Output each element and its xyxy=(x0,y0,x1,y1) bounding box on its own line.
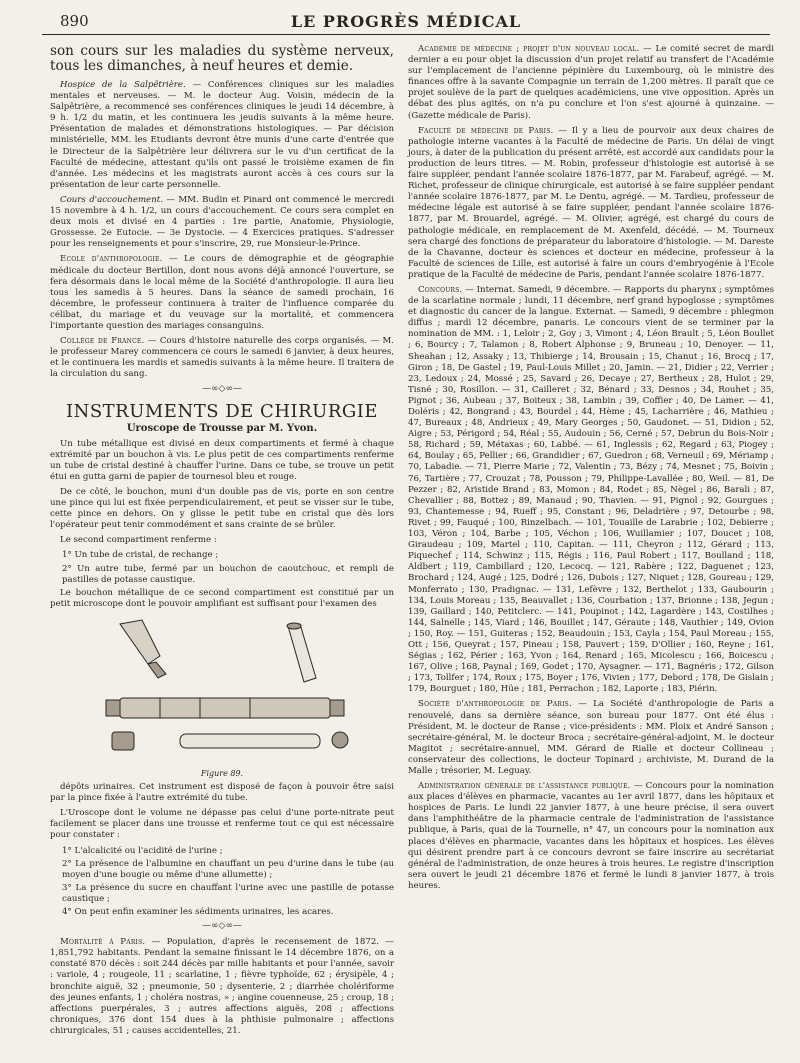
uroscope-paragraph-1: Un tube métallique est divisé en deux compartiments et fermé à chaque extrémité par un bouchon à vis. Le plus petit de ces compartiments renferme un tube de cristal destiné à chauffer l'urine. Dans ce tube, se trouve un petit étui en gutta garni de papier de tournesol bleu et rouge. xyxy=(50,438,394,482)
ornament-divider: —∞◇∞— xyxy=(202,384,242,395)
left-column xyxy=(50,44,394,1041)
uroscope-paragraph-3: Le bouchon métallique de ce second compartiment est constitué par un petit microscope dont le pouvoir amplifiant est suffisant pour l'examen des xyxy=(50,587,394,609)
list-item: 2° Un autre tube, fermé par un bouchon de caoutchouc, et rempli de pastilles de potasse caustique. xyxy=(62,563,394,585)
second-compartment-line: Le second compartiment renferme : xyxy=(60,535,217,546)
paragraph-salpetriere xyxy=(50,80,394,191)
anthropologie-text: — Le cours de démographie et de géographie médicale du docteur Bertillon, dont nous avons déjà annoncé l'ouverture, se fera désormais dans le local même de la Société d'anthropologie. Il aura lieu tous les samedis à 5 heures. Dans la séance de samedi prochain, 16 décembre, le professeur continuera à traiter de l'influence comparée du célibat, du mariage et du veuvage sur la mortalité, et commencera l'importante question des mariages consanguins. xyxy=(50,254,395,331)
paragraph-academie xyxy=(408,44,774,122)
faculte-title: Faculté de médecine de Paris. xyxy=(418,125,554,136)
faculte-text: — Il y a lieu de pourvoir aux deux chaires de pathologie interne vacantes à la Faculté de médecine de Paris. Un délai de vingt jours, à dater de la publication du présent arrêté, est accordé aux candidats pour la production de leurs titres. — M. Robin, professeur d'histologie est autorisé à se faire suppléer, pendant l'année scolaire 1876-1877, par M. Farabeuf, agrégé. — M. Richet, professeur de clinique chirurgicale, est autorisé à se faire suppléer pendant l'année scolaire 1876-1877, par M. Le Dentu, agrégé. — M. Tardieu, professeur de médecine légale est autorisé à se faire suppléer, pendant l'année scolaire 1876-1877, par M. Brouardel, agrégé. — M. Olivier, agrégé, est chargé du cours de pathologie médicale, en remplacement de M. Axenfeld, décédé. — M. Tourneux sera chargé des fonctions de préparateur du laboratoire d'histologie. — M. Dareste de la Chavanne, docteur ès sciences et docteur en médecine, professeur à la Faculté de sciences de Lille, est autorisé à faire un cours d'embryogénie à l'Ecole pratique de la Faculté de médecine de Paris, pendant l'année scolaire 1876-1877. xyxy=(408,125,775,280)
societe-text: — La Société d'anthropologie de Paris a renouvelé, dans sa dernière séance, son bureau pour 1877. Ont été élus : Président, M. le docteur de Ranse ; vice-présidents : MM. Ploix et André Sanson ; secrétaire-général, M. le docteur Broca ; secrétaire-général-adjoint, M. le docteur Magitot ; secrétaire-annuel, MM. Gérard de Rialle et docteur Collineau ; conservateur des collections, le docteur Topinard ; archiviste, M. Durand de la Malle ; trésorier, M. Leguay. xyxy=(408,699,774,776)
accouchement-text: — MM. Budin et Pinard ont commencé le mercredi 15 novembre à 4 h. 1/2, un cours d'accouchement. Ce cours sera complet en deux mois et divisé en 4 parties : 1re partie, Anatomie, Physiologie, Grossesse. 2e Eutocie. — 3e Dystocie. — 4 Exercices pratiques. S'adresser pour les renseignements et pour s'inscrire, 29, rue Monsieur-le-Prince. xyxy=(50,194,394,250)
salpetriere-title: Hospice de la Salpêtrière. xyxy=(60,80,186,90)
societe-title: Société d'anthropologie de Paris. xyxy=(418,699,572,710)
uroscope-paragraph-4: dépôts urinaires. Cet instrument est disposé de façon à pouvoir être saisi par la pince fixée à l'autre extrémité du tube. xyxy=(50,782,394,804)
list-item: 1° L'alcalicité ou l'acidité de l'urine ; xyxy=(62,845,223,856)
college-text: — Cours d'histoire naturelle des corps organisés. — M. le professeur Marey commencera ce cours le samedi 6 janvier, à deux heures, et le continuera les mardis et samedis suivants à la même heure. Il traitera de la circulation du sang. xyxy=(50,336,394,380)
paragraph-college xyxy=(50,336,394,380)
paragraph-accouchement xyxy=(50,195,394,250)
paragraph-anthropologie xyxy=(50,254,394,332)
intro-line: son cours sur les maladies du système nerveux, tous les dimanches, à neuf heures et demie. xyxy=(50,43,394,74)
paragraph-concours xyxy=(408,285,774,695)
list-item: 1° Un tube de cristal, de rechange ; xyxy=(62,550,219,561)
section-subheading: Uroscope de Trousse par M. Yvon. xyxy=(126,422,318,434)
academie-title: Académie de médecine ; projet d'un nouveau local. xyxy=(418,44,640,54)
concours-text: — Internat. Samedi, 9 décembre. — Rapports du pharynx ; symptômes de la scarlatine normale ; lundi, 11 décembre, nerf grand hypoglosse ; symptômes et diagnostic du cancer de la langue. Externat. — Samedi, 9 décembre : phlegmon diffus ; mardi 12 décembre, panaris. Le concours vient de se terminer par la nomination de MM. : 1, Leloir ; 2, Goy ; 3, Vimont ; 4, Léon Brault ; 5, Léon Boullet ; 6, Bourcy ; 7, Talamon ; 8, Robert Alphonse ; 9, Bruneau ; 10, Denoyer. — 11, Sheahan ; 12, Assaky ; 13, Thibierge ; 14, Brousain ; 15, Chanut ; 16, Brocq ; 17, Giron ; 18, De Gastel ; 19, Paul-Louis Millet ; 20, Jamin. — 21, Didier ; 22, Verrier ; 23, Ledoux ; 24, Mossé ; 25, Savard ; 26, Decaye ; 27, Bertheux ; 28, Hulot ; 29, Tisné ; 30, Rosillon. — 31, Cailleret ; 32, Bénard ; 33, Desnos ; 34, Rouhet ; 35, Pignot ; 36, Aubeau ; 37, Boiteux ; 38, Lambin ; 39, Coffier ; 40, De Lamer. — 41, Doléris ; 42, Bongrand ; 43, Bourdel ; 44, Hème ; 45, Lacharrière ; 46, Mathieu ; 47, Bureaux ; 48, Andrieux ; 49, Mary Georges ; 50, Gaudonet. — 51, Didion ; 52, Aigre ; 53, Périgord ; 54, Réal ; 55, Audouin ; 56, Cerné ; 57, Debrun du Bois-Noir ; 58, Richard ; 59, Métaxas ; 60, Labbé. — 61, Inglessis ; 62, Regard ; 63, Piogey ; 64, Boulay ; 65, Pellier ; 66, Grandidier ; 67, Guedron ; 68, Verneuil ; 69, Mériamp ; 70, Labadie. — 71, Pierre Marie ; 72, Valentin ; 73, Bézy ; 74, Mesnet ; 75, Boivin ; 76, Tartière ; 77, Crouzat ; 78, Pousson ; 79, Philippe-Lavallée ; 80, Weil. — 81, De Pezzer ; 82, Aristide Brand ; 83, Momon ; 84, Rodet ; 85, Nègel ; 86, Barali ; 87, Chevallier ; 88, Bottez ; 89, Manaud ; 90, Thavien. — 91, Pignol ; 92, Gourgues ; 93, Chantemesse ; 94, Rueff ; 95, Constant ; 96, Deladrière ; 97, Detourbe ; 98, Rivet ; 99, Fauqué ; 100, Rinzelbach. — 101, Touaille de Larabrie ; 102, Debierre ; 103, Véron ; 104, Barbe ; 105, Véchon ; 106, Wuillamier ; 107, Doucet ; 108, Giraudeau ; 109, Martel ; 110, Capitan. — 111, Cheyron ; 112, Gérard ; 113, Piquechef ; 114, Schwinz ; 115, Régis ; 116, Paul Robert ; 117, Boulland ; 118, Aldbert ; 119, Cambillard ; 120, Lecocq. — 121, Rabère ; 122, Daguenet ; 123, Brochard ; 124, Augé ; 125, Dodré ; 126, Dubois ; 127, Niquet ; 128, Goureau ; 129, Monferrato ; 130, Pradignac. — 131, Lefèvre ; 132, Berthelot ; 133, Gaubourin ; 134, Louis Moreau ; 135, Beauvallet ; 136, Courbation ; 137, Brionne ; 138, Jegun ; 139, Gaillard ; 140, Petitclerc. — 141, Poupinot ; 142, Lagardère ; 143, Costilhes ; 144, Salnelle ; 145, Viard ; 146, Bouillet ; 147, Géraute ; 148, Vauthier ; 149, Ovion ; 150, Roy. — 151, Guiteras ; 152, Beaudouin ; 153, Cayla ; 154, Paul Moreau ; 155, Ott ; 156, Queyrat ; 157, Pineau ; 158, Pauvert ; 159, D'Ollier ; 160, Reyne ; 161, Ségias ; 162, Périer ; 163, Yvon ; 164, Renard ; 165, Micolescu ; 166, Boicescu ; 167, Olive ; 168, Paynal ; 169, Godet ; 170, Aysagner. — 171, Bagnéris ; 172, Gilson ; 173, Tollfer ; 174, Roux ; 175, Boyer ; 176, Vivien ; 177, Debord ; 178, De Gislain ; 179, Bourguet ; 180, Hüe ; 181, Perrachon ; 182, Laporte ; 183, Piérin. xyxy=(408,284,774,695)
administration-title: Administration générale de l'assistance publique. xyxy=(418,781,631,792)
section-heading: INSTRUMENTS DE CHIRURGIE xyxy=(65,400,379,422)
ornament-divider: —∞◇∞— xyxy=(202,921,242,932)
uroscope-paragraph-5: L'Uroscope dont le volume ne dépasse pas celui d'une porte-nitrate peut facilement se placer dans une trousse et renferme tout ce qui est nécessaire pour constater : xyxy=(50,808,394,841)
paragraph-faculte xyxy=(408,126,774,281)
salpetriere-text: — Conférences cliniques sur les maladies mentales et nerveuses. — M. le docteur Aug. Voisin, médecin de la Salpêtrière, a recommencé ses conférences cliniques le jeudi 14 décembre, à 9 h. 1/2 du matin, et les continuera les jeudis suivants à la même heure. Présentation de malades et démonstrations histologiques. — Par décision ministérielle, MM. les Etudiants devront être munis d'une carte d'entrée que le Directeur de la Salpêtrière leur délivrera sur le vu d'un certificat de la Faculté de médecine, attestant qu'ils ont passé le troisième examen de fin d'année. Les médecins et les magistrats auront accès à ces cours sur la présentation de leur carte personnelle. xyxy=(50,80,394,190)
paragraph-administration xyxy=(408,781,774,892)
mortalite-text: — Population, d'après le recensement de 1872. — 1,851,792 habitants. Pendant la semaine finissant le 14 décembre 1876, on a constaté 870 décès : soit 244 décès par mille habitants et pour l'année, savoir : variole, 4 ; rougeole, 11 ; scarlatine, 1 ; fièvre typhoïde, 62 ; érysipèle, 4 ; bronchite aiguë, 32 ; pneumonie, 50 ; dysenterie, 2 ; diarrhée cholériforme des jeunes enfants, 1 ; choléra nostras, » ; angine couenneuse, 25 ; croup, 18 ; affections puerpérales, 3 ; autres affections aiguës, 208 ; affections chroniques, 376 dont 154 dues à la phthisie pulmonaire ; affections chirurgicales, 51 ; causes accidentelles, 21. xyxy=(50,937,394,1036)
uroscope-figure xyxy=(50,616,394,766)
list-item: 3° La présence du sucre en chauffant l'urine avec une pastille de potasse caustique ; xyxy=(62,882,394,904)
concours-title: Concours. xyxy=(418,284,463,295)
paragraph-mortalite xyxy=(50,937,394,1037)
figure-caption: Figure 89. xyxy=(200,768,244,778)
mortalite-title: Mortalité à Paris. xyxy=(60,937,146,948)
uroscope-paragraph-2: De ce côté, le bouchon, muni d'un double pas de vis, porte en son centre une pince qui lui est fixée perpendiculairement, et peut se visser sur le tube, cette pince en dehors. On y glisse le petit tube en cristal que dès lors l'opérateur peut tenir commodément et sans crainte de se brûler. xyxy=(50,487,394,531)
accouchement-title: Cours d'accouchement. xyxy=(60,194,163,205)
list-item: 2° La présence de l'albumine en chauffant un peu d'urine dans le tube (au moyen d'une bougie ou même d'une allumette) ; xyxy=(62,858,394,880)
journal-title: LE PROGRÈS MÉDICAL xyxy=(290,12,522,31)
paragraph-societe xyxy=(408,699,774,777)
list-item: 4° On peut enfin examiner les sédiments urinaires, les acares. xyxy=(62,906,334,917)
page-number: 890 xyxy=(60,12,89,30)
college-title: Collège de France. xyxy=(60,336,145,347)
page-header xyxy=(42,10,770,35)
administration-text: — Concours pour la nomination aux places d'élèves en pharmacie, vacantes au 1er avril 1877, dans les hôpitaux et hospices de Paris. Le lundi 22 janvier 1877, à une heure précise, il sera ouvert dans l'amphithéâtre de la pharmacie centrale de l'administration de l'assistance publique, à Paris, quai de la Tournelle, n° 47, un concours pour la nomination aux places d'élèves en pharmacie, vacantes dans les hôpitaux et hospices. Les élèves qui désirent prendre part à ce concours devront se faire inscrire au secrétariat général de l'administration, de onze heures à trois heures. Le registre d'inscription sera ouvert le jeudi 21 décembre 1876 et fermé le lundi 8 janvier 1877, à trois heures. xyxy=(408,781,774,891)
anthropologie-title: Ecole d'anthropologie. xyxy=(60,254,163,265)
right-column xyxy=(408,44,774,896)
uroscope-illustration-icon xyxy=(50,616,394,766)
academie-text: — Le comité secret de mardi dernier a eu pour objet la discussion d'un projet relatif au transfert de l'Académie sur l'emplacement de l'ancienne pépinière du Luxembourg, où le ministre des finances offre à la savante Compagnie un terrain de 1,200 mètres. Il paraît que ce projet soulève de la part de quelques académiciens, une vive opposition. Après un débat des plus agités, on n'a pu conclure et l'on s'est ajourné à quinzaine. — (Gazette médicale de Paris). xyxy=(408,44,774,121)
